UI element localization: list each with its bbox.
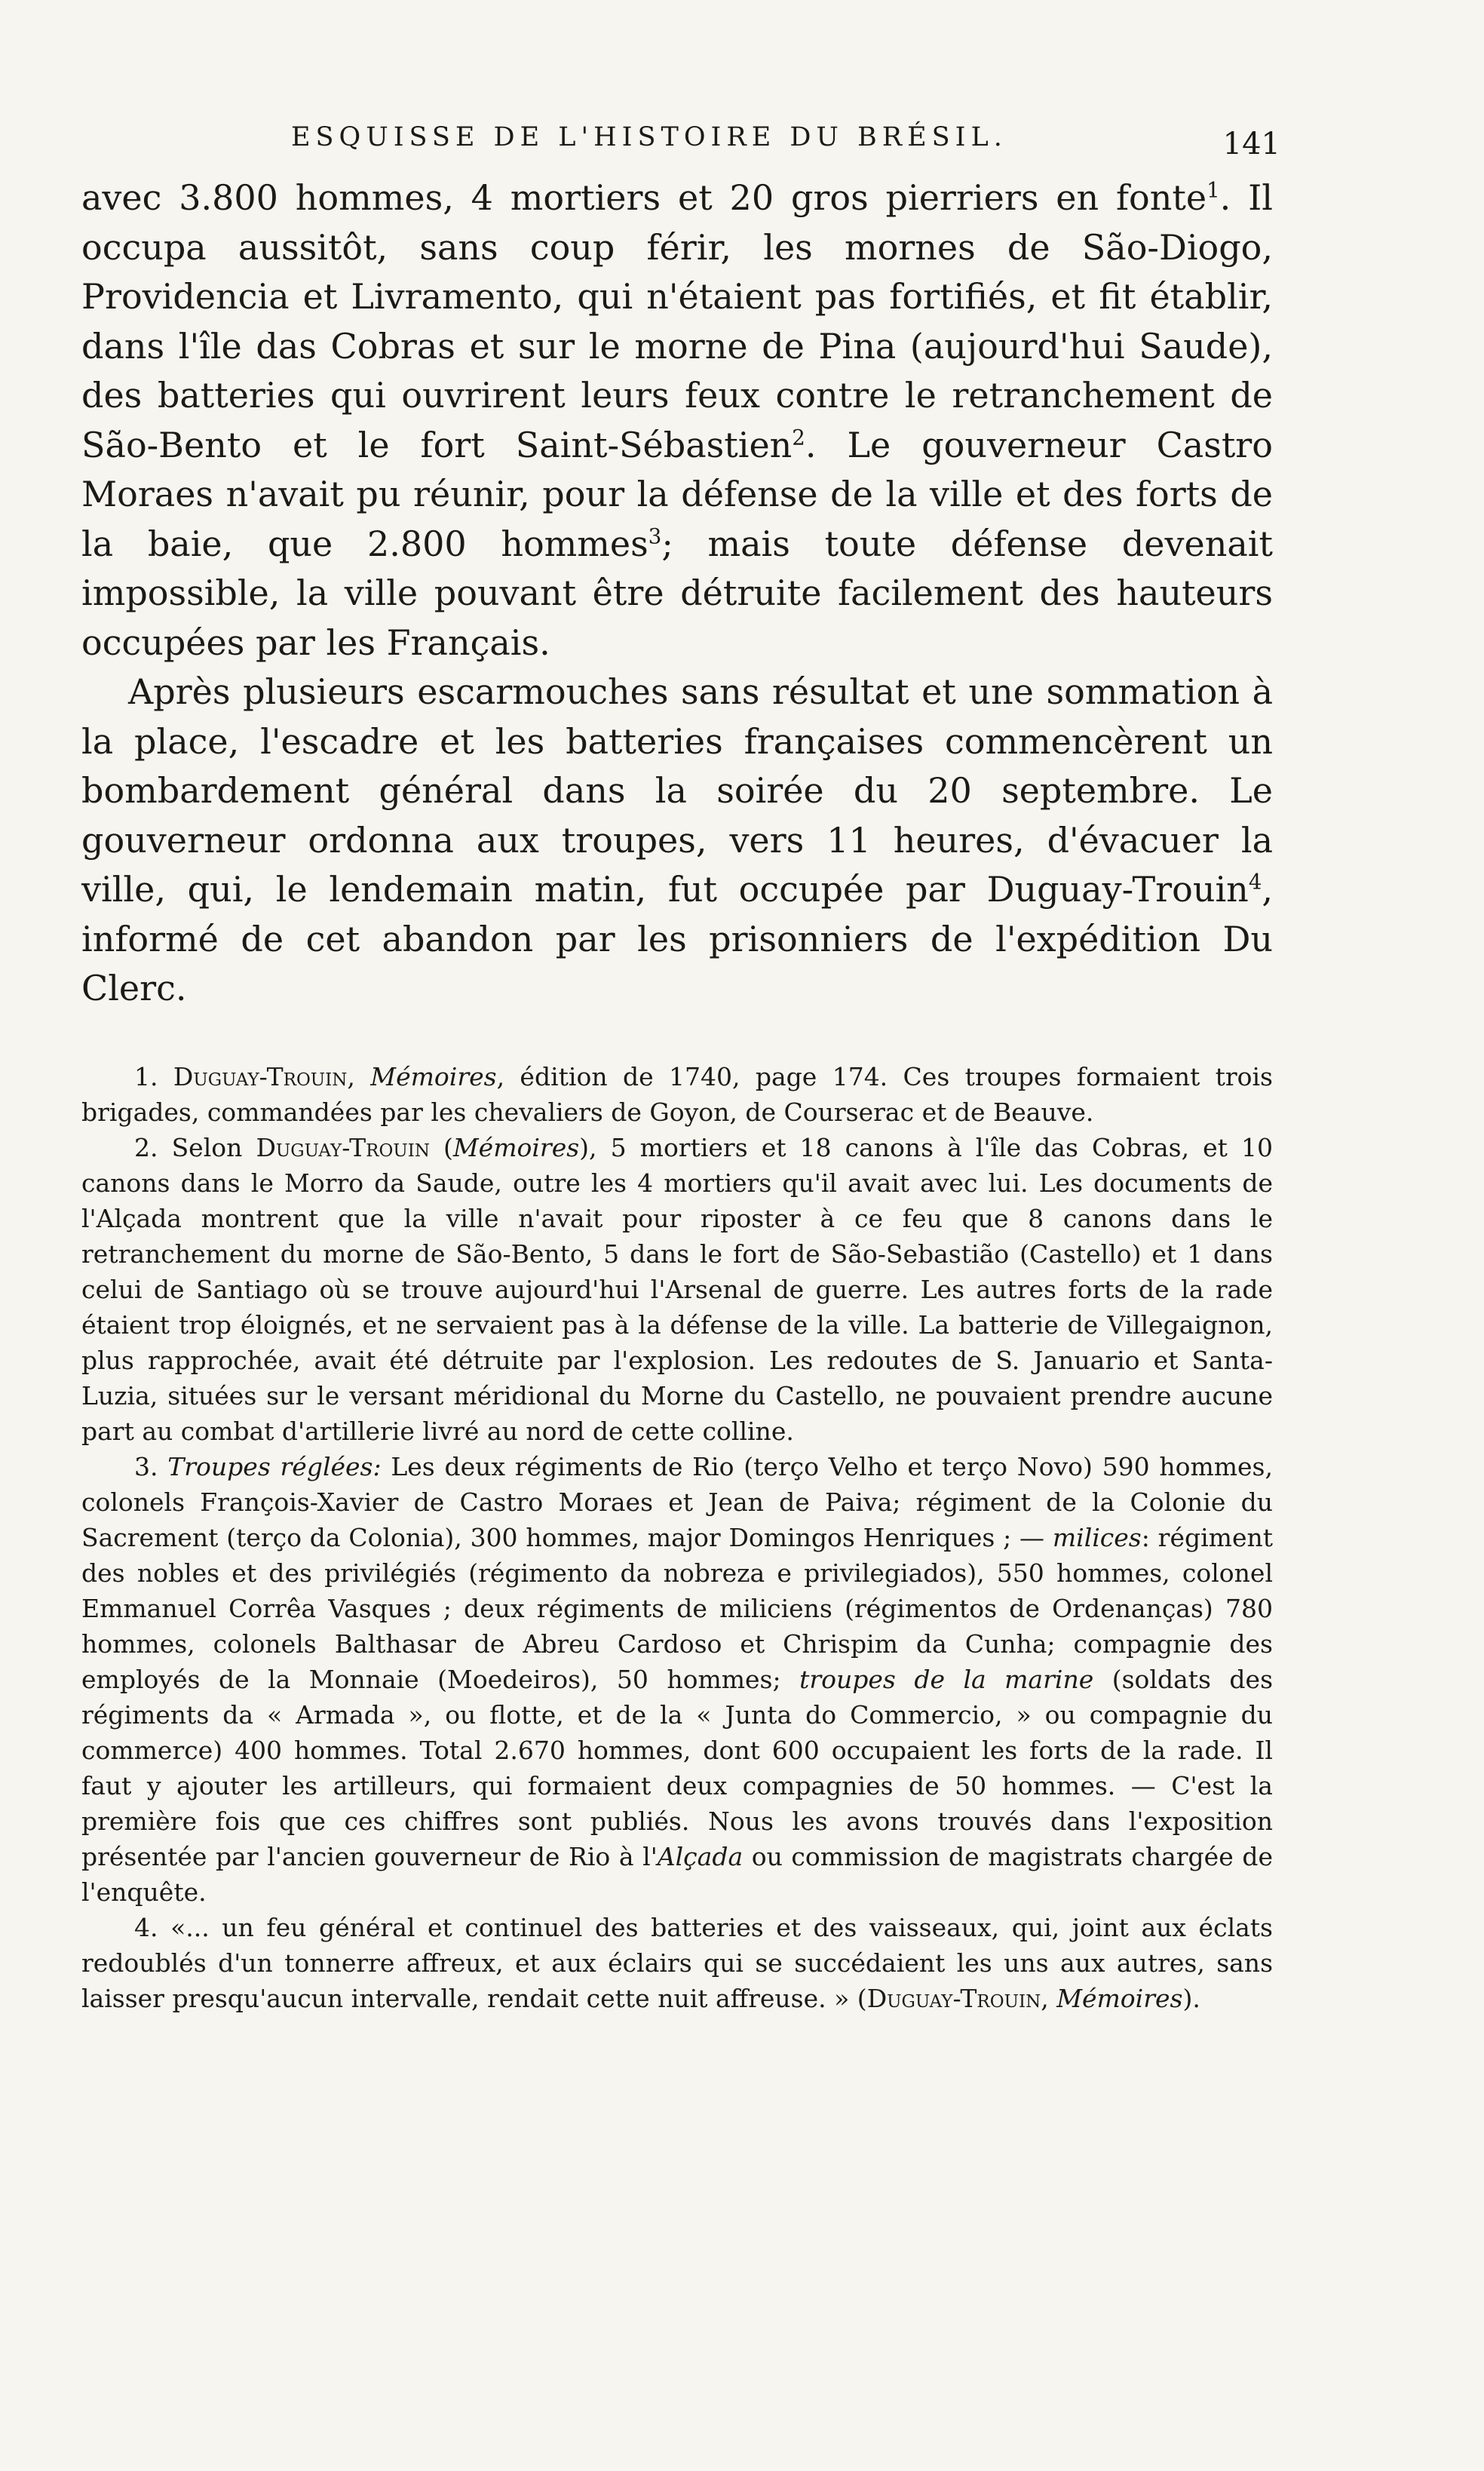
footnote-4-work: Mémoires	[1056, 1983, 1183, 2013]
footnote-2-text: ), 5 mortiers et 18 canons à l'île das Cobras, et 10 canons dans le Morro da Saude, outre les 4 mortiers qu'il avait avec lui. Les documents de l'Alçada montrent que la ville n'avait pour riposter à ce feu que 8 canons dans le retranchement du morne de São-Bento, 5 dans le fort de São-Sebastião (Castello) et 1 dans celui de Santiago où se trouve aujourd'hui l'Arsenal de guerre. Les autres forts de la rade étaient trop éloignés, et ne servaient pas à la défense de la ville. La batterie de Villegaignon, plus rapprochée, avait été détruite par l'explosion. Les redoutes de S. Januario et Santa-Luzia, situées sur le versant méridional du Morne du Castello, ne pouvaient prendre aucune part au combat d'artillerie livré au nord de cette colline.	[81, 1132, 1273, 1446]
footnote-4-number: 4.	[134, 1912, 158, 1942]
footnote-2	[81, 1130, 1273, 1449]
running-title: ESQUISSE DE L'HISTOIRE DU BRÉSIL.	[291, 122, 1007, 152]
footnote-ref-4: 4	[1248, 869, 1262, 895]
footnote-2-author: Duguay-Trouin	[256, 1132, 430, 1162]
paragraph-1-part-4: ; mais toute défense devenait impossible, la ville pouvant être détruite facilement des hauteurs occupées par les Français.	[81, 523, 1273, 663]
running-header	[81, 113, 1280, 173]
footnote-3-text-4: ou commission de magistrats chargée de l'enquête.	[81, 1841, 1273, 1907]
footnote-2-open: (	[429, 1132, 453, 1162]
footnote-3-marine: troupes de la marine	[799, 1664, 1094, 1694]
footnote-4	[81, 1910, 1273, 2016]
paragraph-2-part-2: , informé de cet abandon par les prisonniers de l'expédition Du Clerc.	[81, 869, 1273, 1008]
footnote-1-author: Duguay-Trouin	[173, 1061, 348, 1091]
footnote-2-number: 2.	[134, 1132, 158, 1162]
footnote-2-pre: Selon	[171, 1132, 256, 1162]
footnote-1-work: Mémoires	[370, 1061, 497, 1091]
footnote-3-lead: Troupes réglées:	[167, 1451, 382, 1481]
footnote-4-text: «... un feu général et continuel des batteries et des vaisseaux, qui, joint aux éclats redoublés d'un tonnerre affreux, et aux éclairs qui se succédaient les uns aux autres, sans laisser presqu'aucun intervalle, rendait cette nuit affreuse. » (	[81, 1912, 1273, 2013]
footnote-3-number: 3.	[134, 1451, 158, 1481]
paragraph-2-part-1: Après plusieurs escarmouches sans résultat et une sommation à la place, l'escadre et les batteries françaises commencèrent un bombardement général dans la soirée du 20 septembre. Le gouverneur ordonna aux troupes, vers 11 heures, d'évacuer la ville, qui, le lendemain matin, fut occupée par Duguay-Trouin	[81, 671, 1273, 910]
paragraph-1	[81, 173, 1273, 668]
footnote-3-text-3: (soldats des régiments da « Armada », ou flotte, et de la « Junta do Commercio, » ou compagnie du commerce) 400 hommes. Total 2.670 hommes, dont 600 occupaient les forts de la rade. Il faut y ajouter les artilleurs, qui formaient deux compagnies de 50 hommes. — C'est la première fois que ces chiffres sont publiés. Nous les avons trouvés dans l'exposition présentée par l'ancien gouverneur de Rio à l'	[81, 1664, 1273, 1871]
paragraph-1-part-2: . Il occupa aussitôt, sans coup férir, les mornes de São-Diogo, Providencia et Livramento, qui n'étaient pas fortifiés, et fit établir, dans l'île das Cobras et sur le morne de Pina (aujourd'hui Saude), des batteries qui ouvrirent leurs feux contre le retranchement de São-Bento et le fort Saint-Sébastien	[81, 177, 1273, 465]
footnote-1-text: , édition de 1740, page 174. Ces troupes formaient trois brigades, commandées par les chevaliers de Goyon, de Courserac et de Beauve.	[81, 1061, 1273, 1127]
footnote-3-text-2: : régiment des nobles et des privilégiés (régimento da nobreza e privilegiados), 550 hommes, colonel Emmanuel Corrêa Vasques ; deux régiments de miliciens (régimentos de Ordenanças) 780 hommes, colonels Balthasar de Abreu Cardoso et Chrispim da Cunha; compagnie des employés de la Monnaie (Moedeiros), 50 hommes;	[81, 1522, 1273, 1694]
page	[81, 113, 1280, 2016]
footnote-4-author: Duguay-Trouin	[866, 1983, 1041, 2013]
footnote-4-sep: ,	[1041, 1983, 1057, 2013]
footnote-1-number: 1.	[134, 1061, 158, 1091]
paragraph-1-part-1: avec 3.800 hommes, 4 mortiers et 20 gros pierriers en fonte	[81, 177, 1207, 218]
footnote-1-sep: ,	[347, 1061, 371, 1091]
footnotes	[81, 1059, 1273, 2016]
footnote-ref-3: 3	[648, 523, 662, 549]
footnote-1	[81, 1059, 1273, 1130]
footnote-3	[81, 1449, 1273, 1910]
footnote-ref-1: 1	[1207, 177, 1220, 203]
footnote-ref-2: 2	[792, 425, 805, 450]
footnote-2-work: Mémoires	[452, 1132, 580, 1162]
footnote-3-alcada: Alçada	[657, 1841, 744, 1871]
footnote-3-milices: milices	[1052, 1522, 1142, 1552]
footnote-3-text-1: Les deux régiments de Rio (terço Velho et terço Novo) 590 hommes, colonels François-Xavier de Castro Moraes et Jean de Paiva; régiment de la Colonie du Sacrement (terço da Colonia), 300 hommes, major Domingos Henriques ; —	[81, 1451, 1273, 1552]
main-text	[81, 173, 1273, 1014]
paragraph-1-part-3: . Le gouverneur Castro Moraes n'avait pu réunir, pour la défense de la ville et des forts de la baie, que 2.800 hommes	[81, 424, 1273, 564]
footnote-4-close: ).	[1182, 1983, 1200, 2013]
page-number: 141	[1222, 127, 1280, 161]
paragraph-2	[81, 668, 1273, 1014]
